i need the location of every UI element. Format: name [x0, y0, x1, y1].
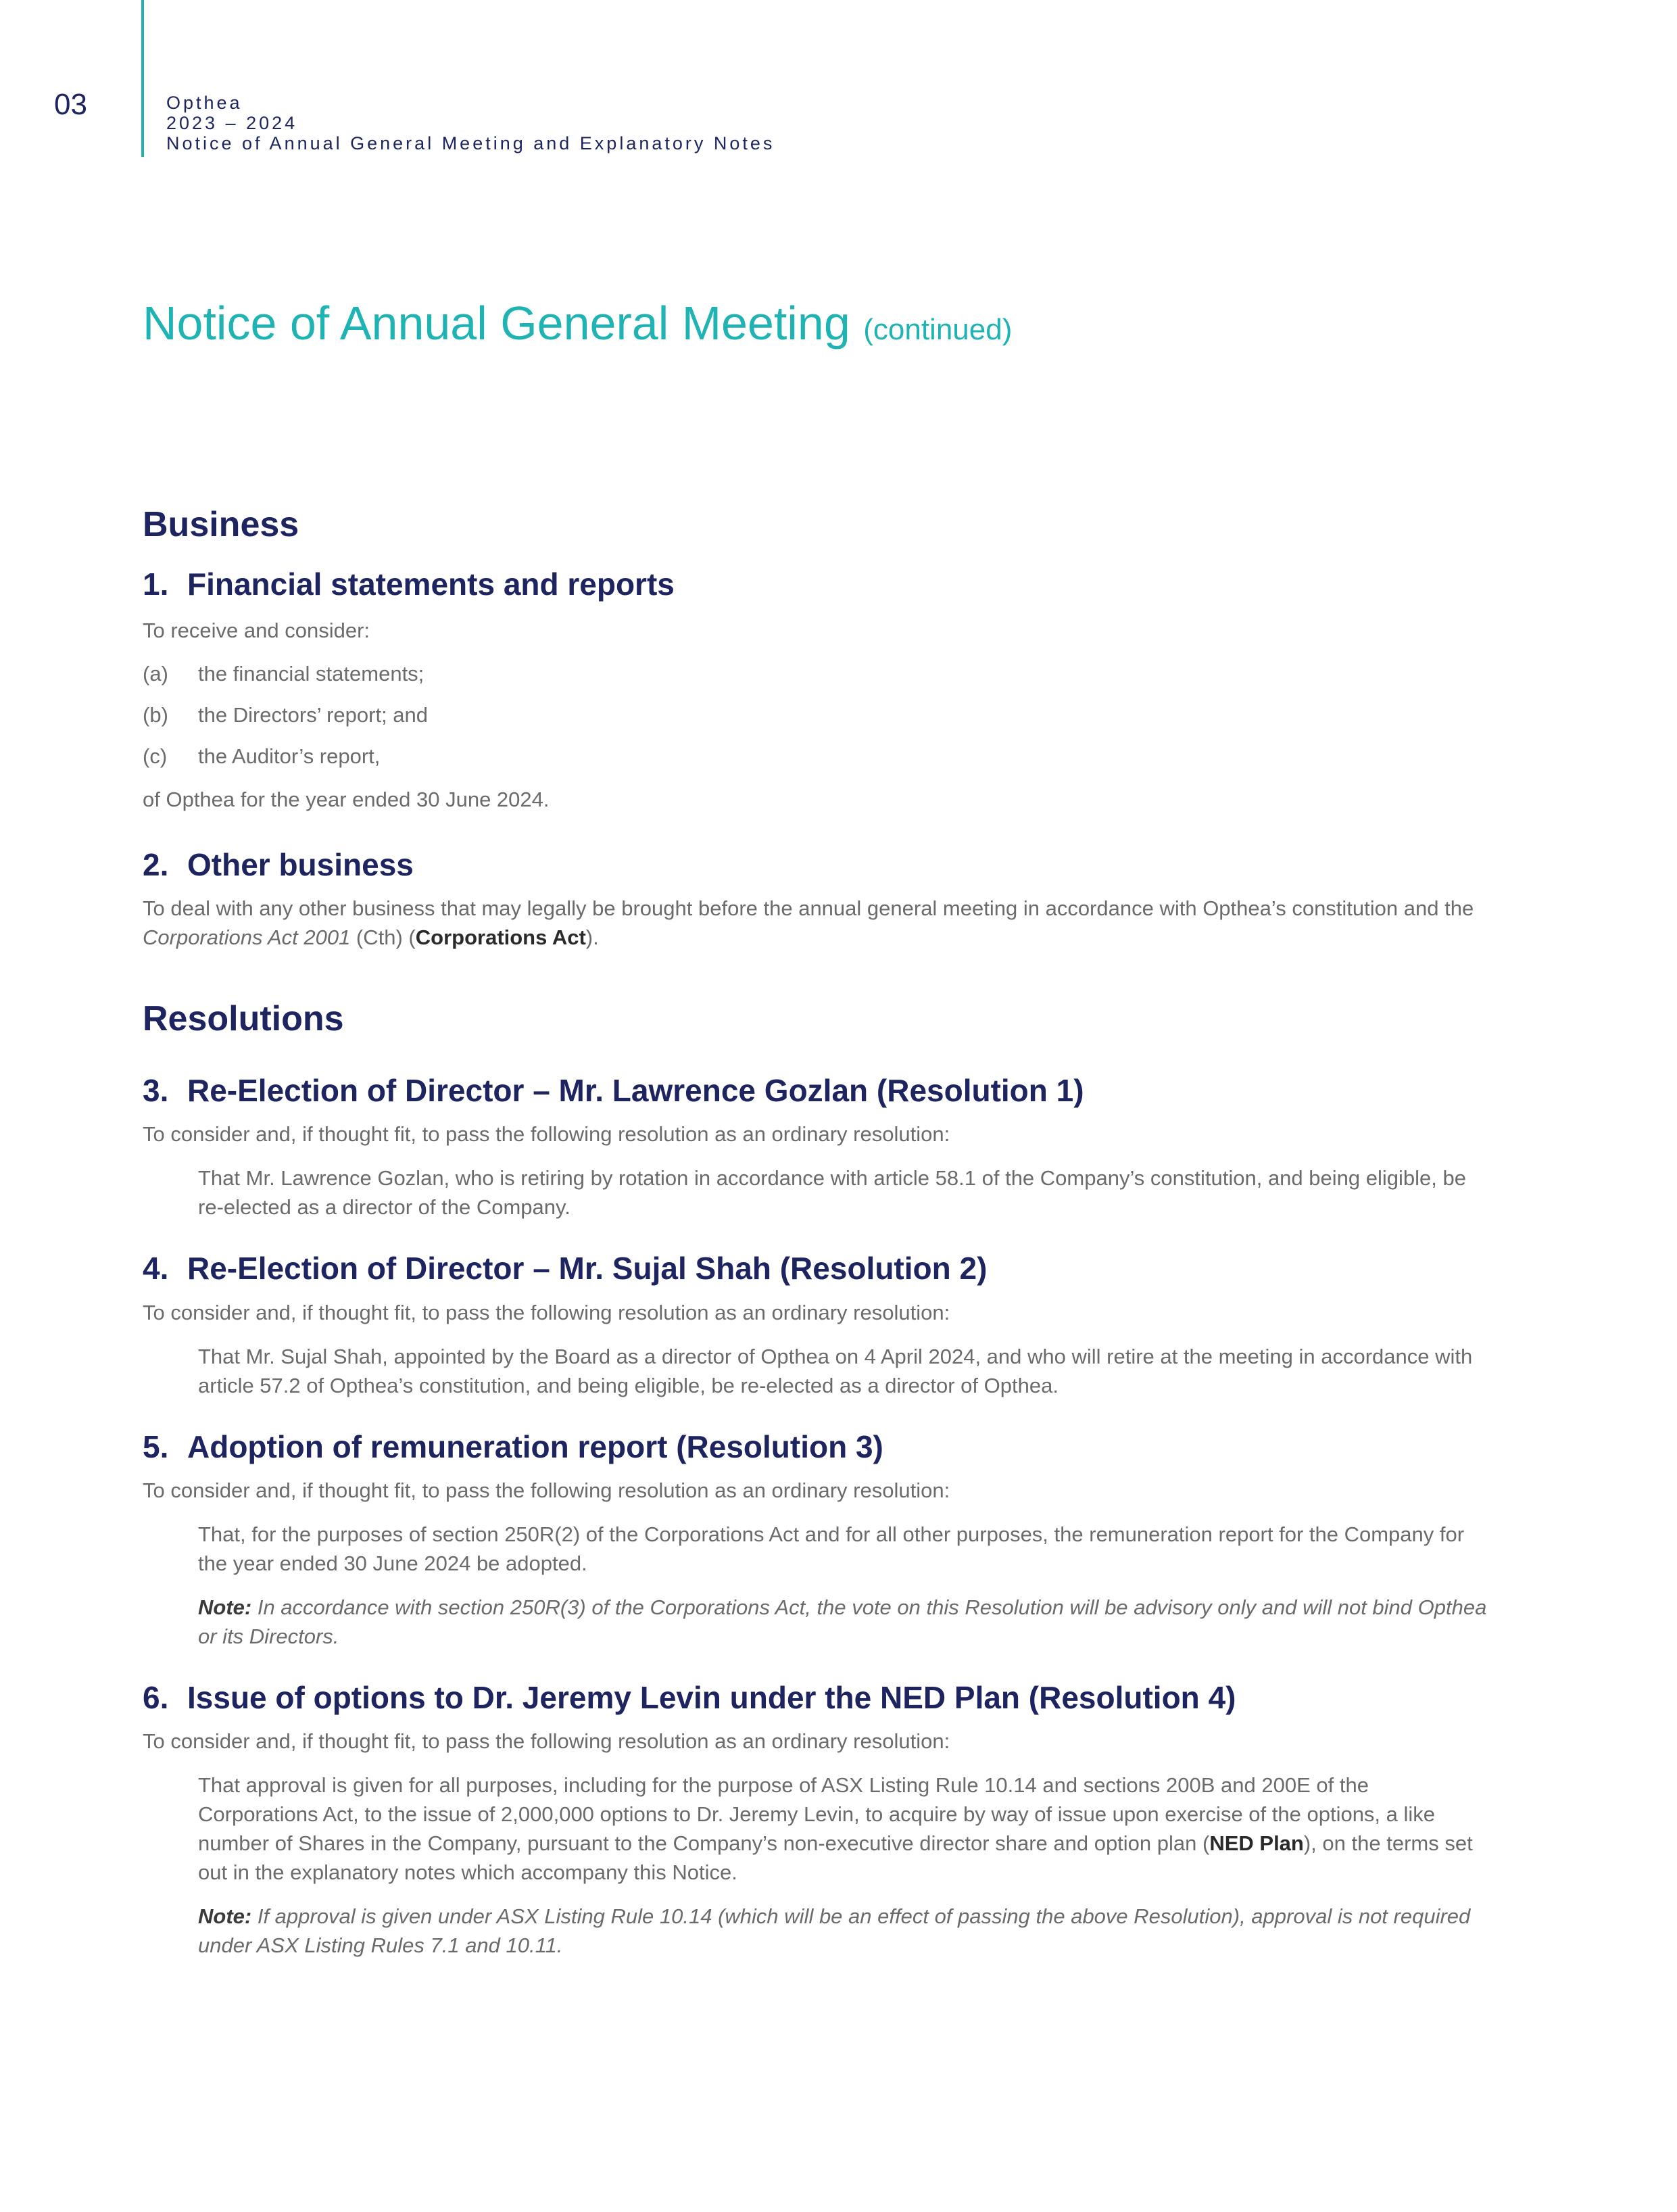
header-company: Opthea: [166, 93, 243, 113]
list-item: (b) the Directors’ report; and: [143, 702, 429, 727]
resolution-3-intro: To consider and, if thought fit, to pass the following resolution as an ordinary resolution:: [143, 1478, 950, 1502]
item-heading-other-business: 2. Other business: [143, 846, 414, 882]
running-header: [166, 93, 775, 153]
section-heading-business: Business: [143, 505, 299, 544]
list-item: (c) the Auditor’s report,: [143, 744, 381, 768]
resolution-2-heading: 4. Re-Election of Director – Mr. Sujal Shah (Resolution 2): [143, 1251, 988, 1287]
page-title: [143, 296, 1012, 350]
item2-text: To deal with any other business that may legally be brought before the annual general meeting in accordance with Opthea’s constitution and the Corporations Act 2001 (Cth) (Corporations Act).: [143, 896, 1474, 949]
item1-outro: of Opthea for the year ended 30 June 2024.: [143, 787, 550, 811]
item-heading-financial: 1. Financial statements and reports: [143, 567, 675, 602]
section-heading-resolutions: Resolutions: [143, 999, 344, 1038]
resolution-4-heading: 6. Issue of options to Dr. Jeremy Levin under the NED Plan (Resolution 4): [143, 1679, 1236, 1715]
resolution-4-text: That approval is given for all purposes, including for the purpose of ASX Listing Rule 10.14 and sections 200B and 200E of the Corporations Act, to the issue of 2,000,000 options to Dr. Jeremy Levin, to acquire by way of issue upon exercise of the options, a like number of Shares in the Company, pursuant to the Company’s non-executive director share and option plan (NED Plan), on the terms set out in the explanatory notes which accompany this Notice.: [198, 1773, 1473, 1884]
resolution-1-text: That Mr. Lawrence Gozlan, who is retiring by rotation in accordance with article 58.1 of the Company’s constitution, and being eligible, be re-elected as a director of the Company.: [198, 1166, 1466, 1220]
resolution-1-heading: 3. Re-Election of Director – Mr. Lawrence Gozlan (Resolution 1): [143, 1073, 1084, 1109]
header-document: Notice of Annual General Meeting and Explanatory Notes: [166, 133, 775, 153]
item1-intro: To receive and consider:: [143, 618, 370, 642]
page-title-suffix: (continued): [863, 313, 1013, 346]
page-title-main: Notice of Annual General Meeting: [143, 297, 850, 350]
resolution-1-intro: To consider and, if thought fit, to pass the following resolution as an ordinary resolution:: [143, 1122, 950, 1147]
page-number: 03: [54, 88, 87, 121]
resolution-4-intro: To consider and, if thought fit, to pass the following resolution as an ordinary resolution:: [143, 1729, 950, 1753]
resolution-3-note: Note: In accordance with section 250R(3) of the Corporations Act, the vote on this Resolution will be advisory only and will not bind Opthea or its Directors.: [198, 1595, 1487, 1648]
resolution-2-text: That Mr. Sujal Shah, appointed by the Board as a director of Opthea on 4 April 2024, and who will retire at the meeting in accordance with article 57.2 of Opthea’s constitution, and being eligible, be re-elected as a director of Opthea.: [198, 1344, 1473, 1397]
resolution-3-heading: 5. Adoption of remuneration report (Resolution 3): [143, 1428, 883, 1464]
resolution-2-intro: To consider and, if thought fit, to pass the following resolution as an ordinary resolution:: [143, 1300, 950, 1324]
list-item: (a) the financial statements;: [143, 661, 424, 686]
header-years: 2023 – 2024: [166, 113, 298, 133]
header-divider: [141, 0, 144, 157]
main-content: [143, 504, 1494, 1960]
resolution-4-note: Note: If approval is given under ASX Listing Rule 10.14 (which will be an effect of passing the above Resolution), approval is not required under ASX Listing Rules 7.1 and 10.11.: [198, 1904, 1471, 1957]
resolution-3-text: That, for the purposes of section 250R(2) of the Corporations Act and for all other purposes, the remuneration report for the Company for the year ended 30 June 2024 be adopted.: [198, 1522, 1465, 1575]
